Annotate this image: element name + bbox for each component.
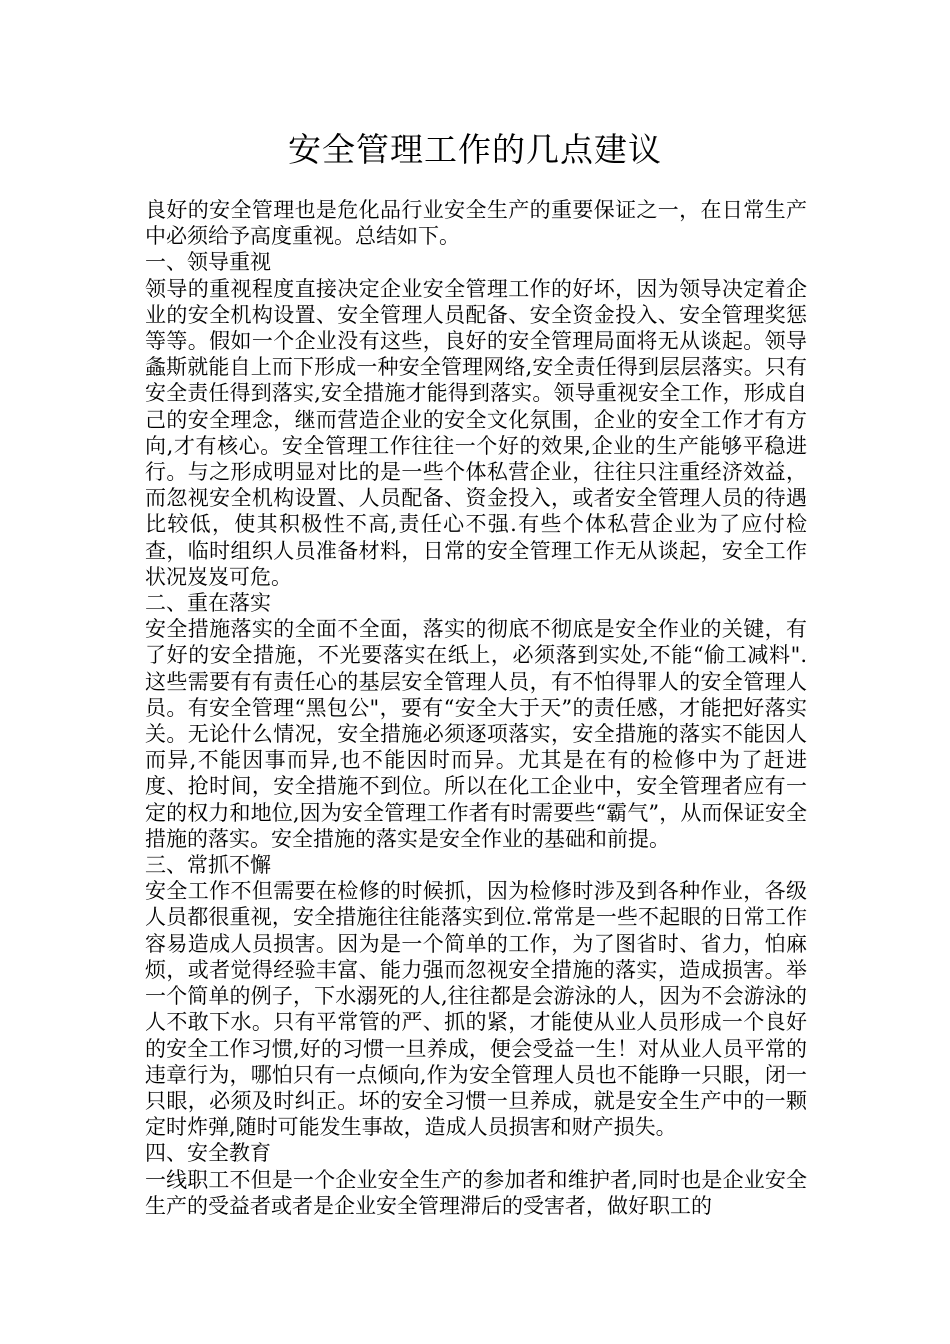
section-heading-leadership: 一、领导重视: [145, 250, 271, 275]
section-text-education: 一线职工不但是一个企业安全生产的参加者和维护者,同时也是企业安全生产的受益者或者是企业安全管理滞后的受害者，做好职工的: [145, 1167, 807, 1218]
section-heading-persistence: 三、常抓不懈: [145, 853, 271, 878]
section-text-leadership: 领导的重视程度直接决定企业安全管理工作的好坏，因为领导决定着企业的安全机构设置、安全管理人员配备、安全资金投入、安全管理奖惩等等。假如一个企业没有这些，良好的安全管理局面将无从谈起。领导螽斯就能自上而下形成一种安全管理网络,安全责任得到层层落实。只有安全责任得到落实,安全措施才能得到落实。领导重视安全工作，形成自己的安全理念，继而营造企业的安全文化氛围，企业的安全工作才有方向,才有核心。安全管理工作往往一个好的效果,企业的生产能够平稳进行。与之形成明显对比的是一些个体私营企业，往往只注重经济效益，而忽视安全机构设置、人员配备、资金投入，或者安全管理人员的待遇比较低，使其积极性不高,责任心不强.有些个体私营企业为了应付检查，临时组织人员准备材料，日常的安全管理工作无从谈起，安全工作状况岌岌可危。: [145, 276, 807, 589]
section-heading-implementation: 二、重在落实: [145, 591, 271, 616]
document-title: 安全管理工作的几点建议: [288, 130, 662, 169]
intro-paragraph: 良好的安全管理也是危化品行业安全生产的重要保证之一，在日常生产中必须给予高度重视。总结如下。: [145, 198, 807, 249]
document-body: [145, 197, 807, 1219]
section-text-implementation: 安全措施落实的全面不全面，落实的彻底不彻底是安全作业的关键，有了好的安全措施，不光要落实在纸上，必须落到实处,不能“偷工减料".这些需要有有责任心的基层安全管理人员，有不怕得罪人的安全管理人员。有安全管理“黑包公"，要有“安全大于天”的责任感，才能把好落实关。无论什么情况，安全措施必须逐项落实，安全措施的落实不能因人而异,不能因事而异,也不能因时而异。尤其是在有的检修中为了赶进度、抢时间，安全措施不到位。所以在化工企业中，安全管理者应有一定的权力和地位,因为安全管理工作者有时需要些“霸气”，从而保证安全措施的落实。安全措施的落实是安全作业的基础和前提。: [145, 617, 807, 851]
section-heading-education: 四、安全教育: [145, 1141, 271, 1166]
section-text-persistence: 安全工作不但需要在检修的时候抓，因为检修时涉及到各种作业，各级人员都很重视，安全措施往往能落实到位.常常是一些不起眼的日常工作容易造成人员损害。因为是一个简单的工作，为了图省时、省力，怕麻烦，或者觉得经验丰富、能力强而忽视安全措施的落实，造成损害。举一个简单的例子，下水溺死的人,往往都是会游泳的人，因为不会游泳的人不敢下水。只有平常管的严、抓的紧，才能使从业人员形成一个良好的安全工作习惯,好的习惯一旦养成，便会受益一生！对从业人员平常的违章行为，哪怕只有一点倾向,作为安全管理人员也不能睁一只眼，闭一只眼，必须及时纠正。坏的安全习惯一旦养成，就是安全生产中的一颗定时炸弹,随时可能发生事故，造成人员损害和财产损失。: [145, 879, 807, 1140]
